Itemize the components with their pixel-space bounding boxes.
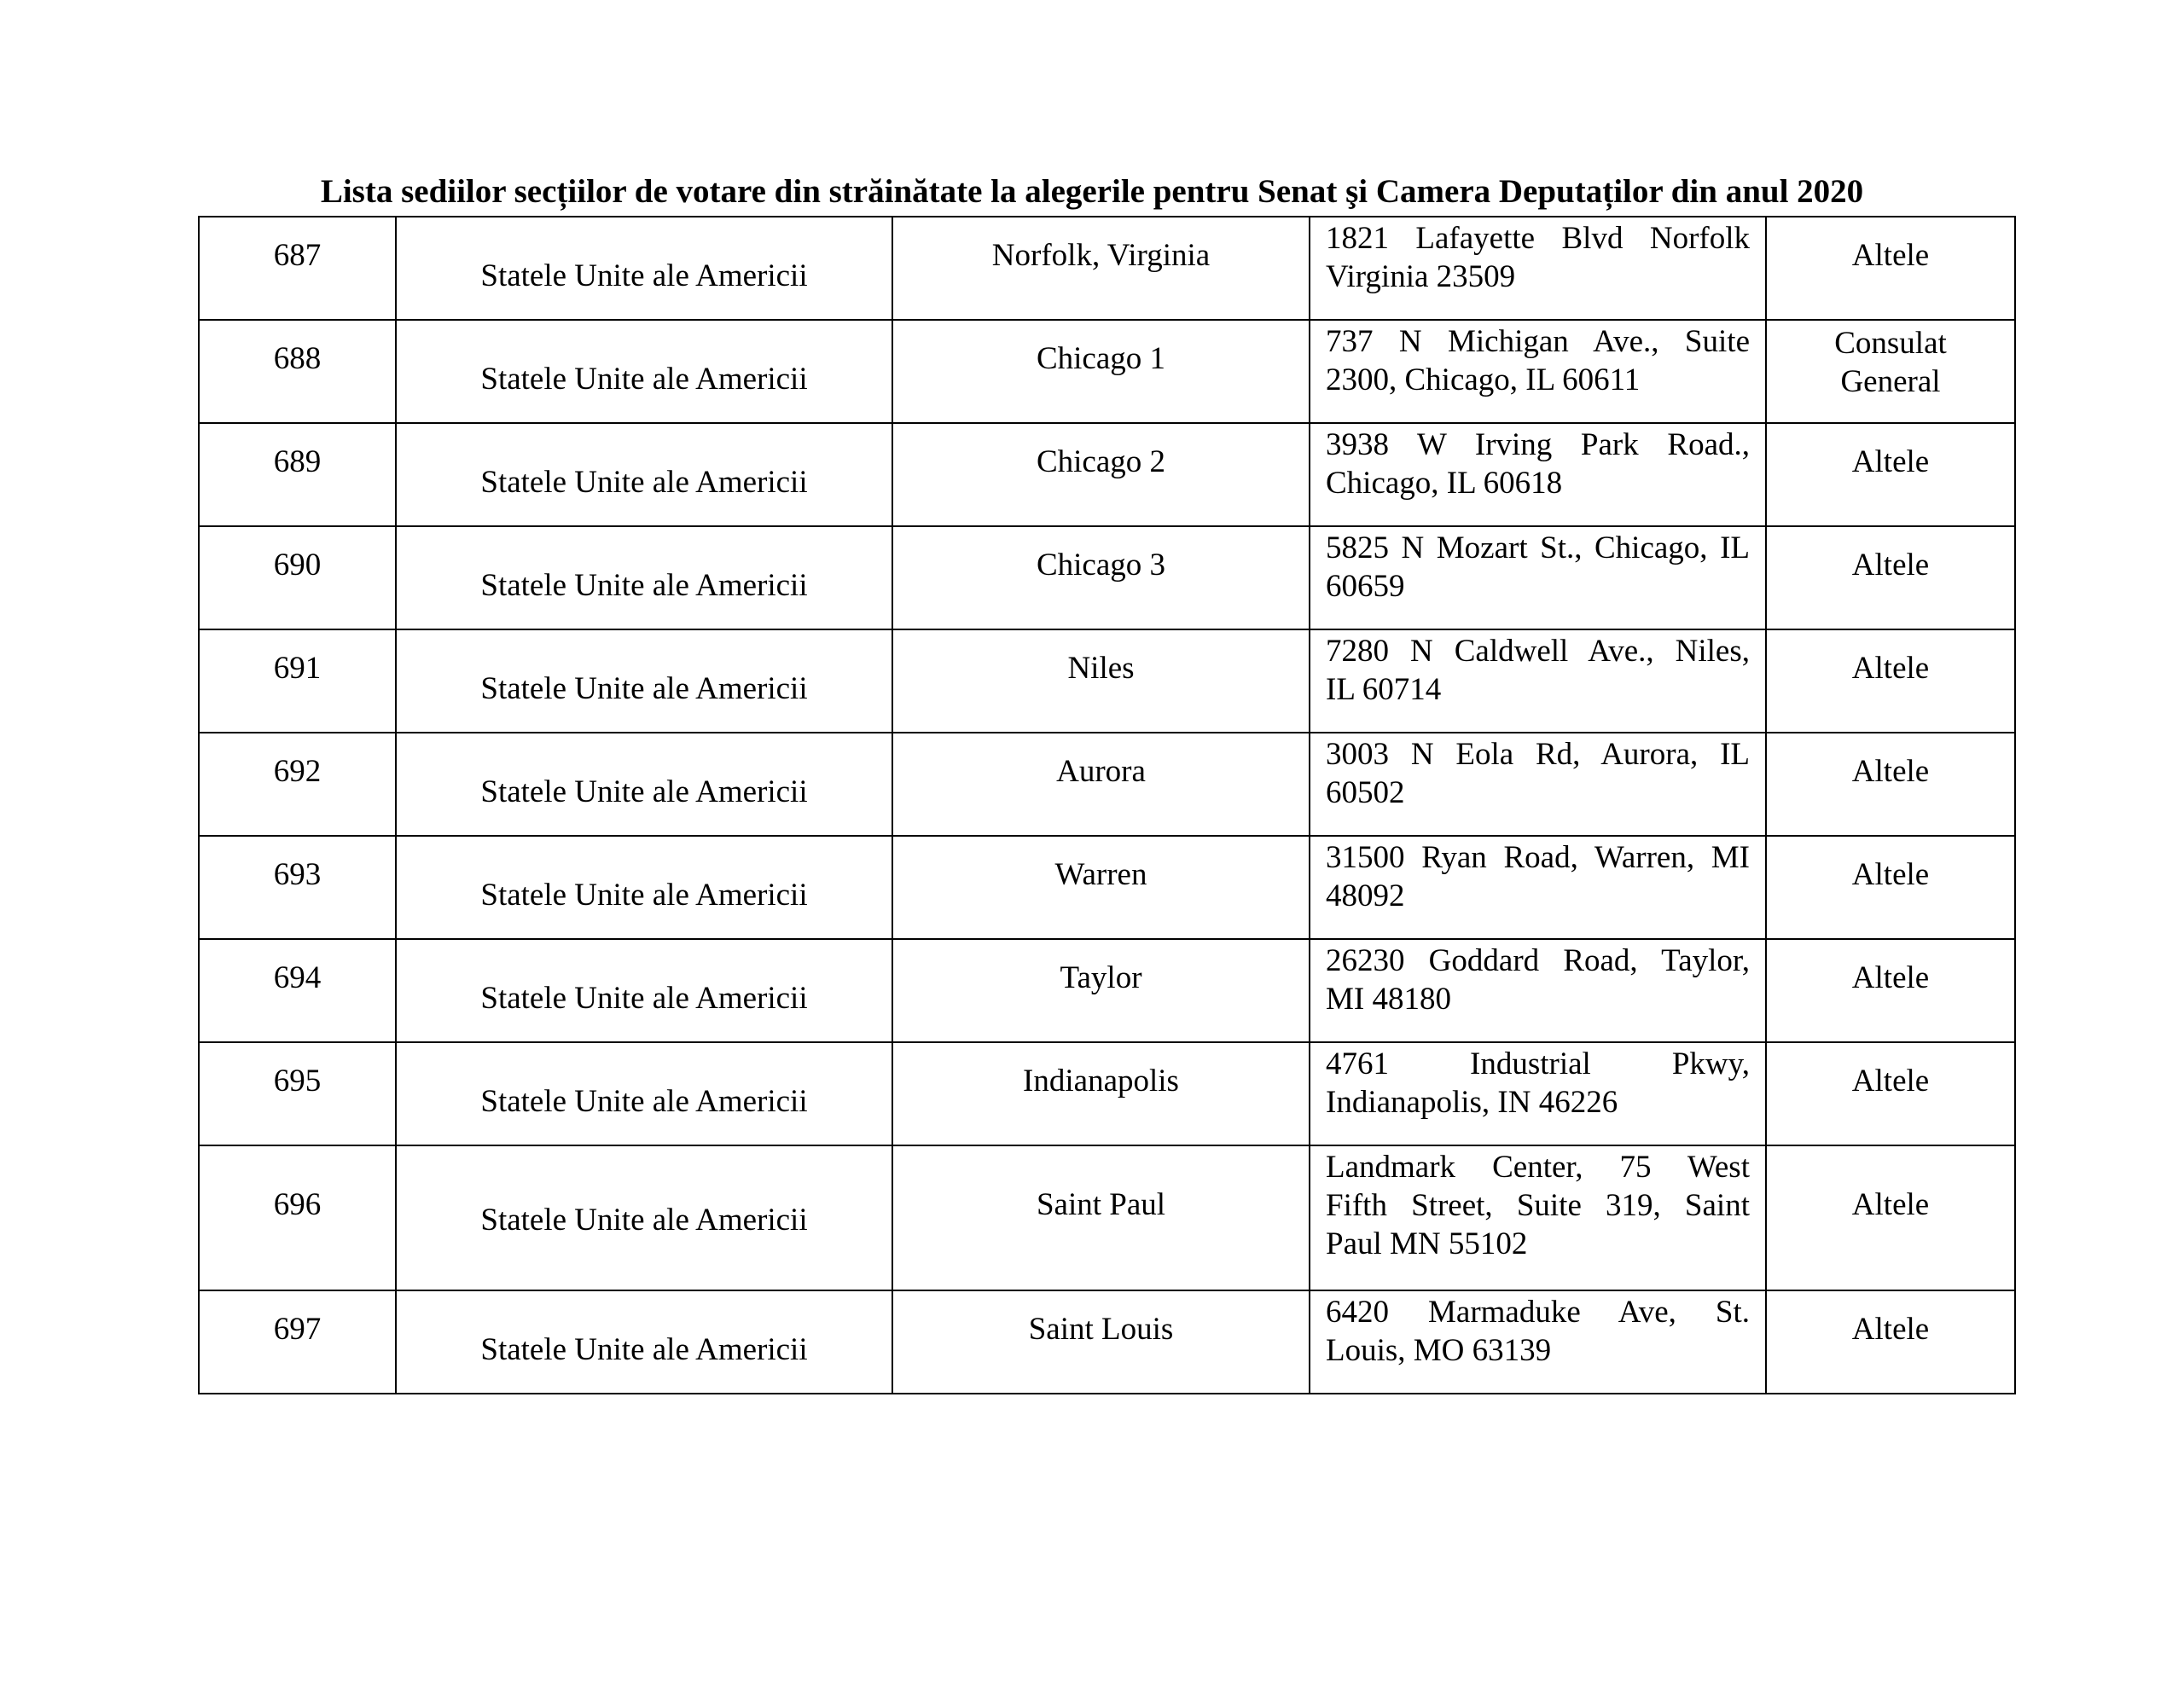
- address-line: 5825 N Mozart St., Chicago, IL: [1326, 530, 1750, 565]
- address-cell: [1310, 836, 1766, 939]
- city-cell: Indianapolis: [892, 1042, 1310, 1145]
- country-cell: Statele Unite ale Americii: [396, 217, 892, 320]
- table-row: [199, 1042, 2015, 1145]
- address-cell: [1310, 423, 1766, 526]
- table-row: [199, 1290, 2015, 1394]
- table-row: [199, 217, 2015, 320]
- location-type-cell: [1766, 526, 2015, 629]
- address-line: 60502: [1326, 775, 1405, 810]
- table-row: [199, 836, 2015, 939]
- section-number-cell: 695: [199, 1042, 396, 1145]
- table-body: [199, 217, 2015, 1394]
- location-type-label: Altele: [1851, 1312, 1930, 1347]
- country-cell: Statele Unite ale Americii: [396, 423, 892, 526]
- location-type-label: Altele: [1851, 960, 1930, 995]
- address-line: 1821 Lafayette Blvd Norfolk: [1326, 221, 1750, 256]
- city-cell: Chicago 2: [892, 423, 1310, 526]
- country-cell: Statele Unite ale Americii: [396, 733, 892, 836]
- city-cell: Saint Paul: [892, 1145, 1310, 1290]
- section-number-cell: 696: [199, 1145, 396, 1290]
- location-type-label: Altele: [1851, 857, 1930, 892]
- country-cell: Statele Unite ale Americii: [396, 320, 892, 423]
- location-type-cell: [1766, 733, 2015, 836]
- address-line: Landmark Center, 75 West: [1326, 1150, 1750, 1185]
- table-row: [199, 629, 2015, 733]
- location-type-label: Altele: [1851, 651, 1930, 686]
- table-row: [199, 733, 2015, 836]
- address-line: 4761 Industrial Pkwy,: [1326, 1046, 1750, 1081]
- country-cell: Statele Unite ale Americii: [396, 1145, 892, 1290]
- location-type-cell: [1766, 836, 2015, 939]
- country-cell: Statele Unite ale Americii: [396, 1290, 892, 1394]
- address-line: Fifth Street, Suite 319, Saint: [1326, 1188, 1750, 1223]
- document-title: Lista sediilor secțiilor de votare din străinătate la alegerile pentru Senat şi Camera Deputaților din anul 2020: [320, 173, 1864, 210]
- polling-sections-table: [198, 216, 2016, 1394]
- location-type-cell: [1766, 1145, 2015, 1290]
- location-type-cell: [1766, 320, 2015, 423]
- location-type-cell: [1766, 939, 2015, 1042]
- address-line: Paul MN 55102: [1326, 1226, 1528, 1261]
- location-type-label: Consulat General: [1834, 326, 1947, 399]
- address-line: 3938 W Irving Park Road.,: [1326, 427, 1750, 462]
- address-cell: [1310, 1145, 1766, 1290]
- address-line: 48092: [1326, 878, 1405, 913]
- country-cell: Statele Unite ale Americii: [396, 1042, 892, 1145]
- address-line: 60659: [1326, 569, 1405, 604]
- address-line: Indianapolis, IN 46226: [1326, 1085, 1618, 1120]
- address-line: 31500 Ryan Road, Warren, MI: [1326, 840, 1750, 875]
- location-type-label: Altele: [1851, 1187, 1930, 1222]
- location-type-cell: [1766, 1042, 2015, 1145]
- location-type-cell: [1766, 629, 2015, 733]
- address-cell: [1310, 939, 1766, 1042]
- address-line: Virginia 23509: [1326, 259, 1516, 294]
- address-cell: [1310, 1042, 1766, 1145]
- address-line: 3003 N Eola Rd, Aurora, IL: [1326, 737, 1750, 772]
- country-cell: Statele Unite ale Americii: [396, 939, 892, 1042]
- city-cell: Aurora: [892, 733, 1310, 836]
- section-number-cell: 694: [199, 939, 396, 1042]
- address-line: 2300, Chicago, IL 60611: [1326, 362, 1641, 397]
- section-number-cell: 688: [199, 320, 396, 423]
- location-type-label: Altele: [1851, 754, 1930, 789]
- address-cell: [1310, 217, 1766, 320]
- section-number-cell: 692: [199, 733, 396, 836]
- address-cell: [1310, 629, 1766, 733]
- address-cell: [1310, 733, 1766, 836]
- section-number-cell: 687: [199, 217, 396, 320]
- location-type-label: Altele: [1851, 548, 1930, 583]
- address-cell: [1310, 526, 1766, 629]
- city-cell: Saint Louis: [892, 1290, 1310, 1394]
- location-type-label: Altele: [1851, 444, 1930, 479]
- address-cell: [1310, 1290, 1766, 1394]
- location-type-cell: [1766, 423, 2015, 526]
- table-row: [199, 1145, 2015, 1290]
- city-cell: Taylor: [892, 939, 1310, 1042]
- city-cell: Niles: [892, 629, 1310, 733]
- country-cell: Statele Unite ale Americii: [396, 629, 892, 733]
- address-line: 737 N Michigan Ave., Suite: [1326, 324, 1750, 359]
- location-type-cell: [1766, 217, 2015, 320]
- city-cell: Chicago 3: [892, 526, 1310, 629]
- table-row: [199, 320, 2015, 423]
- city-cell: Chicago 1: [892, 320, 1310, 423]
- address-line: 26230 Goddard Road, Taylor,: [1326, 943, 1750, 978]
- address-line: 7280 N Caldwell Ave., Niles,: [1326, 634, 1750, 669]
- address-line: Louis, MO 63139: [1326, 1333, 1552, 1368]
- section-number-cell: 693: [199, 836, 396, 939]
- address-line: 6420 Marmaduke Ave, St.: [1326, 1295, 1750, 1330]
- address-line: MI 48180: [1326, 982, 1451, 1017]
- location-type-label: Altele: [1851, 238, 1930, 273]
- location-type-label: Altele: [1851, 1064, 1930, 1099]
- section-number-cell: 691: [199, 629, 396, 733]
- table-row: [199, 423, 2015, 526]
- table-row: [199, 939, 2015, 1042]
- table-row: [199, 526, 2015, 629]
- location-type-cell: [1766, 1290, 2015, 1394]
- country-cell: Statele Unite ale Americii: [396, 836, 892, 939]
- section-number-cell: 697: [199, 1290, 396, 1394]
- address-line: IL 60714: [1326, 672, 1442, 707]
- section-number-cell: 689: [199, 423, 396, 526]
- city-cell: Warren: [892, 836, 1310, 939]
- city-cell: Norfolk, Virginia: [892, 217, 1310, 320]
- country-cell: Statele Unite ale Americii: [396, 526, 892, 629]
- address-line: Chicago, IL 60618: [1326, 466, 1563, 501]
- section-number-cell: 690: [199, 526, 396, 629]
- address-cell: [1310, 320, 1766, 423]
